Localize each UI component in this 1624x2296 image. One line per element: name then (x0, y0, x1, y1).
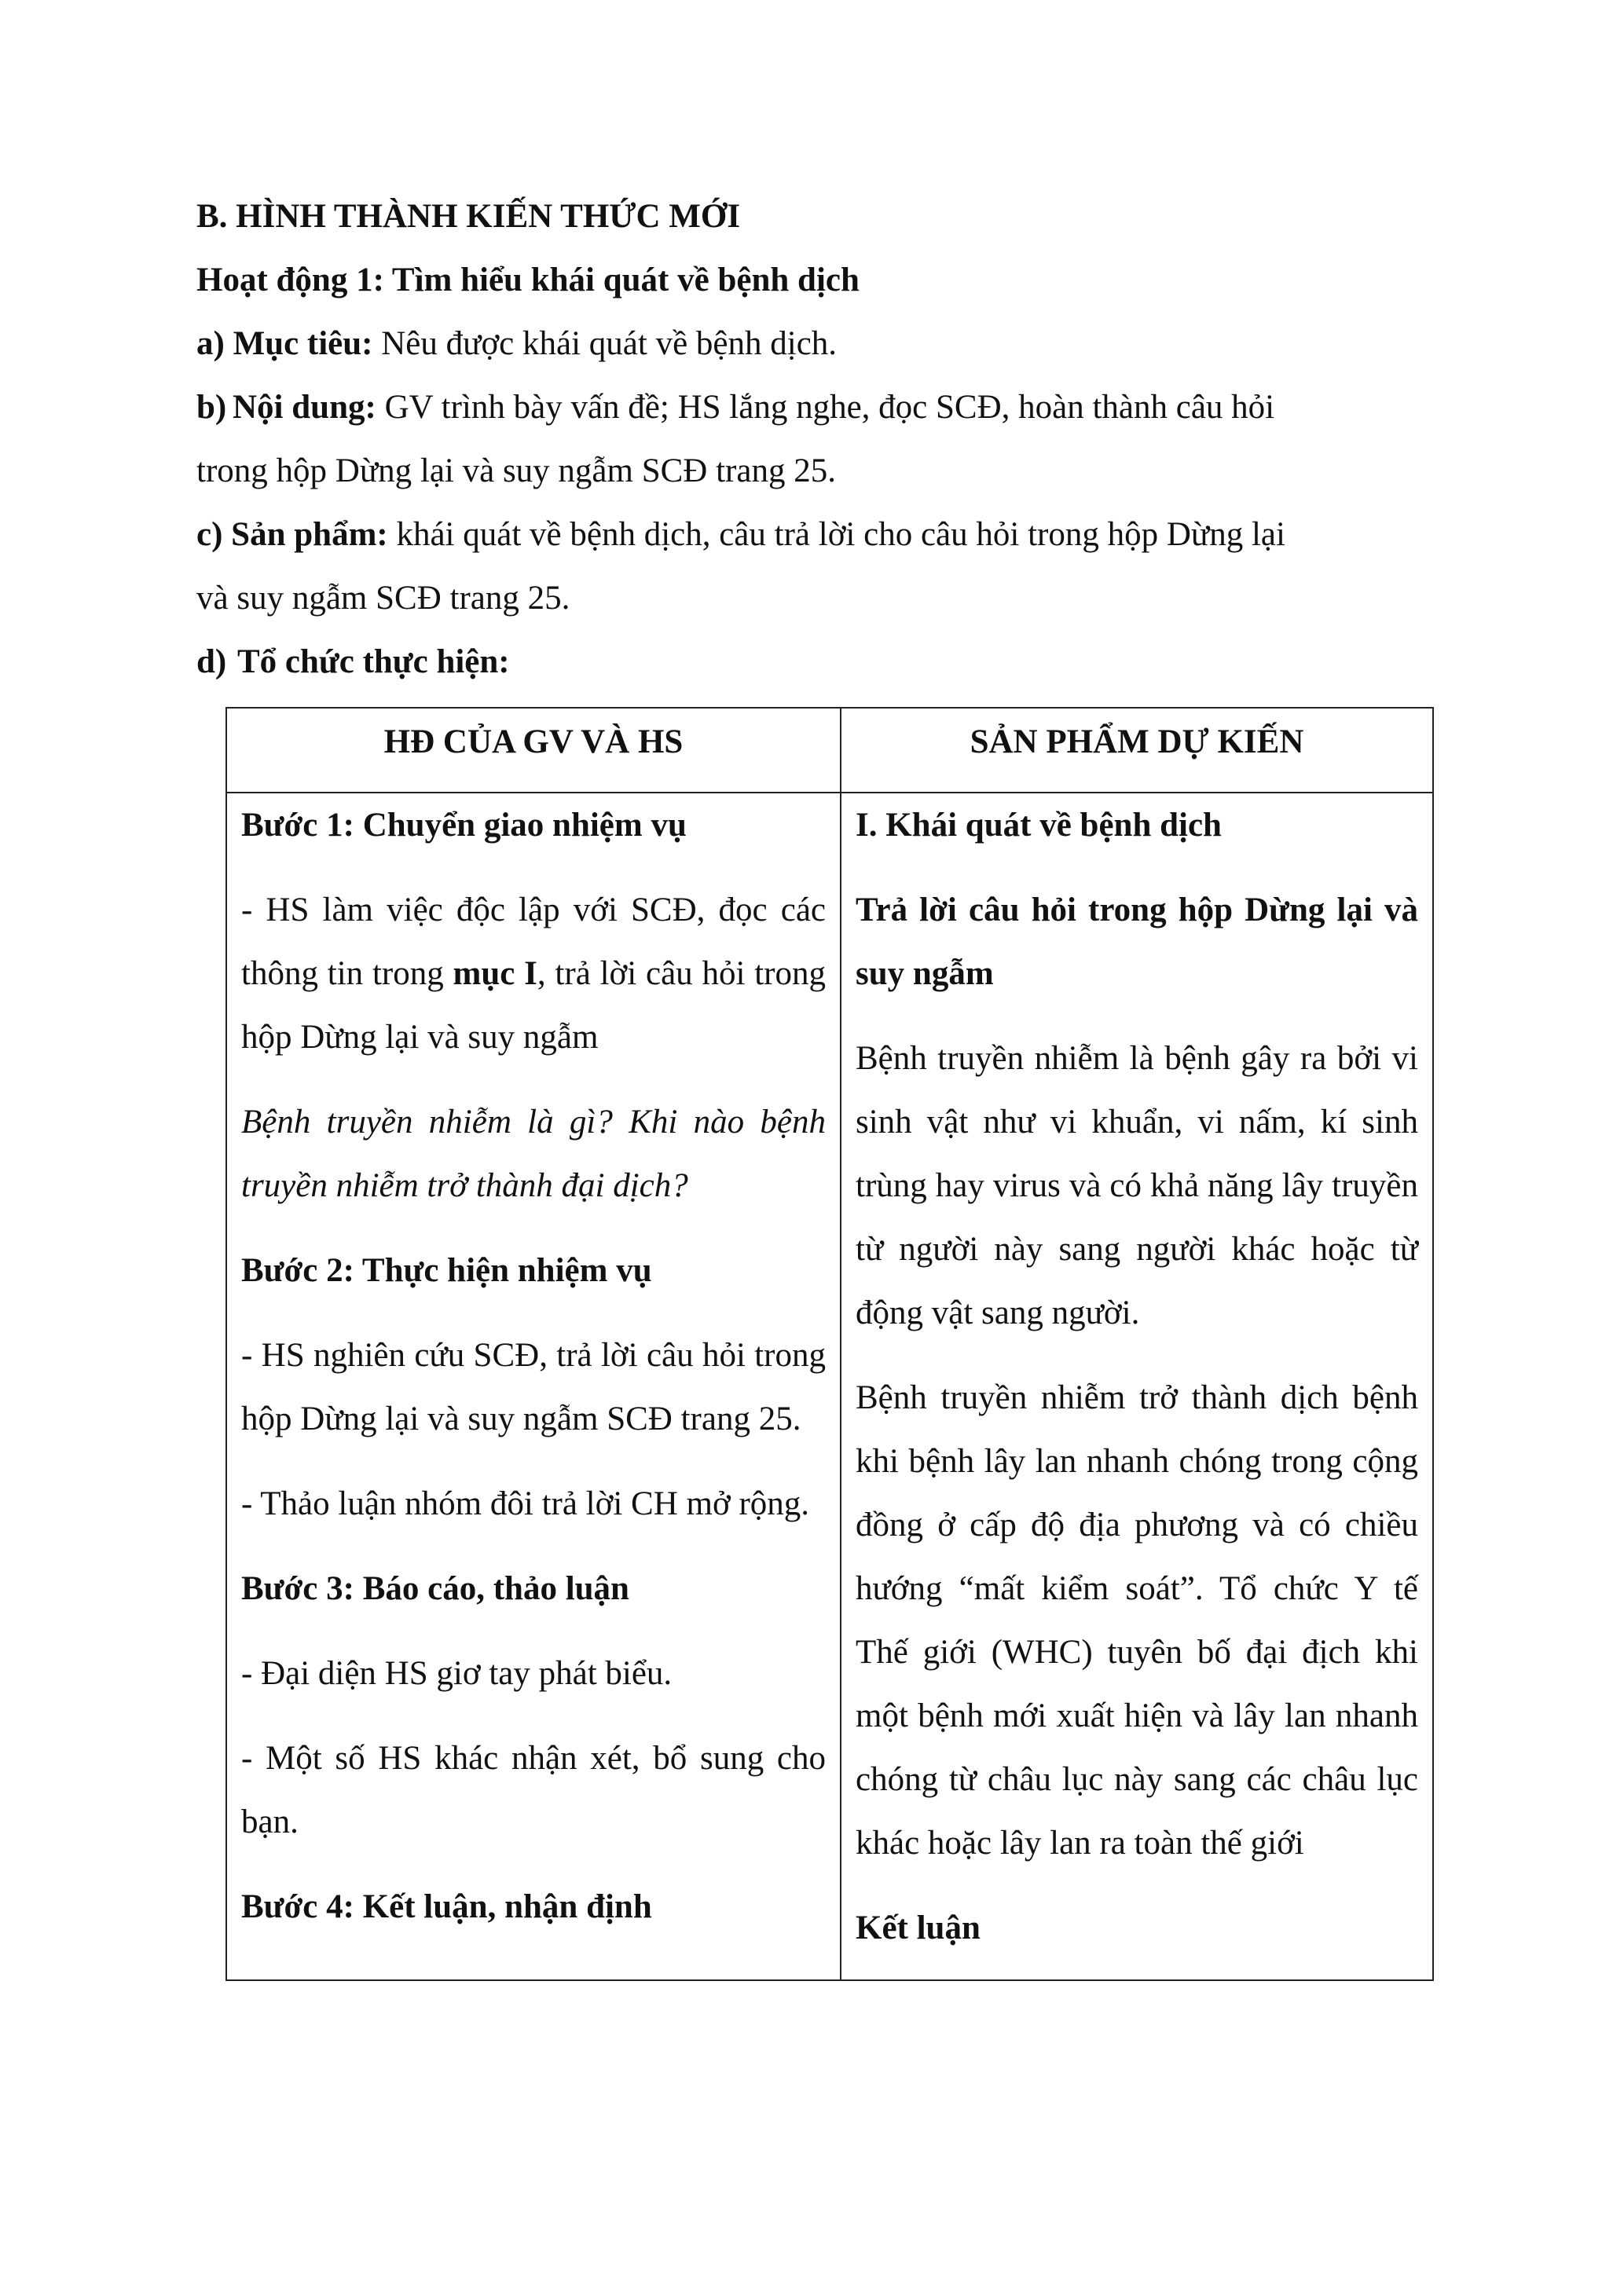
activity-table (225, 707, 1434, 1981)
answer-paragraph-1: Bệnh truyền nhiễm là bệnh gây ra bởi vi sinh vật như vi khuẩn, vi nấm, kí sinh trùng hay virus và có khả năng lây truyền từ người này sang người khác hoặc từ động vật sang người. (856, 1040, 1418, 1331)
step2-paragraph-2: - Thảo luận nhóm đôi trả lời CH mở rộng. (241, 1485, 810, 1522)
product-line-2: và suy ngẫm SCĐ trang 25. (196, 580, 570, 617)
organization-label: Tổ chức thực hiện: (237, 643, 510, 680)
step2-paragraph-1: - HS nghiên cứu SCĐ, trả lời câu hỏi trong hộp Dừng lại và suy ngẫm SCĐ trang 25. (241, 1337, 826, 1437)
step1-question: Bệnh truyền nhiễm là gì? Khi nào bệnh truyền nhiễm trở thành đại dịch? (241, 1104, 826, 1204)
step3-paragraph-1: - Đại diện HS giơ tay phát biểu. (241, 1655, 673, 1692)
content-marker: b) (196, 389, 227, 426)
step3-title: Bước 3: Báo cáo, thảo luận (241, 1570, 629, 1607)
step3-paragraph-2: - Một số HS khác nhận xét, bổ sung cho bạn. (241, 1740, 826, 1840)
organization-line (196, 630, 1432, 694)
content-line (196, 375, 1432, 439)
section-ref: mục I (453, 955, 537, 992)
step1-title: Bước 1: Chuyển giao nhiệm vụ (241, 807, 687, 844)
answer-paragraph-2: Bệnh truyền nhiễm trở thành dịch bệnh khi bệnh lây lan nhanh chóng trong cộng đồng ở cấp độ địa phương và có chiều hướng “mất kiểm soát”. Tổ chức Y tế Thế giới (WHC) tuyên bố đại địch khi một bệnh mới xuất hiện và lây lan nhanh chóng từ châu lục này sang các châu lục khác hoặc lây lan ra toàn thế giới (856, 1379, 1418, 1862)
answer-title: Trả lời câu hỏi trong hộp Dừng lại và suy ngẫm (856, 892, 1418, 992)
table-header-row (226, 708, 1433, 793)
organization-marker: d) (196, 643, 227, 680)
objective-text: Nêu được khái quát về bệnh dịch. (372, 325, 838, 362)
objective-label: a) Mục tiêu: (196, 325, 373, 362)
section-title: B. HÌNH THÀNH KIẾN THỨC MỚI (196, 198, 741, 235)
product-text-1: khái quát về bệnh dịch, câu trả lời cho câu hỏi trong hộp Dừng lại (387, 516, 1285, 553)
teacher-student-cell (226, 793, 841, 1980)
step1-paragraph: - HS làm việc độc lập với SCĐ, đọc các thông tin trong mục I, trả lời câu hỏi trong hộp Dừng lại và suy ngẫm (241, 892, 826, 1056)
product-label: c) Sản phẩm: (196, 516, 388, 553)
content-line-2: trong hộp Dừng lại và suy ngẫm SCĐ trang 25. (196, 452, 836, 489)
header-teacher-student: HĐ CỦA GV VÀ HS (226, 708, 841, 793)
header-expected-product: SẢN PHẨM DỰ KIẾN (841, 708, 1433, 793)
product-line (196, 503, 1432, 566)
step4-title: Bước 4: Kết luận, nhận định (241, 1888, 652, 1925)
content-text-1: GV trình bày vấn đề; HS lắng nghe, đọc SCĐ, hoàn thành câu hỏi (376, 389, 1275, 426)
conclusion-title: Kết luận (856, 1910, 981, 1946)
content-label: Nội dung: (233, 389, 376, 426)
step2-title: Bước 2: Thực hiện nhiệm vụ (241, 1252, 652, 1289)
document-body (196, 185, 1432, 694)
objective-line (196, 312, 1432, 375)
product-section-title: I. Khái quát về bệnh dịch (856, 807, 1222, 844)
activity-title: Hoạt động 1: Tìm hiểu khái quát về bệnh dịch (196, 262, 860, 298)
expected-product-cell (841, 793, 1433, 1980)
table-row (226, 793, 1433, 1980)
